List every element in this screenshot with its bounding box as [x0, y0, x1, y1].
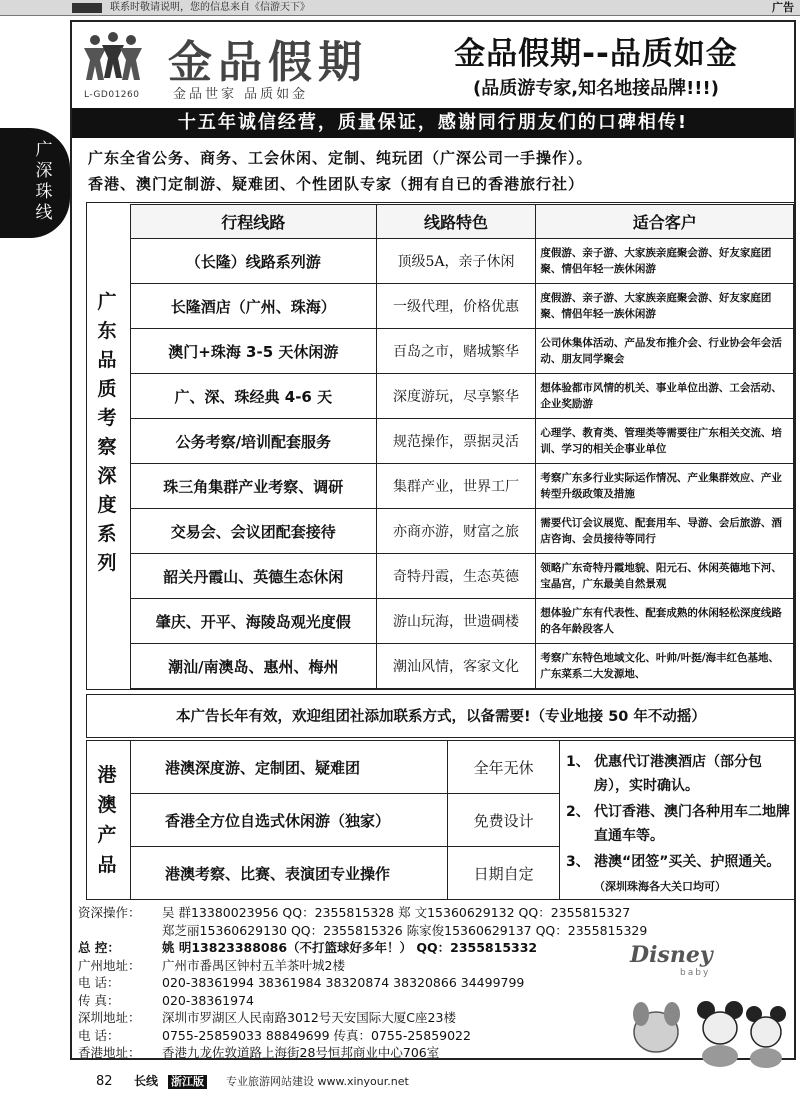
- route-cell: 韶关丹霞山、英德生态休闲: [131, 554, 377, 599]
- list-item: [566, 750, 792, 798]
- customers-cell: 度假游、亲子游、大家族亲庭聚会游、好友家庭团聚、情侣年轻一族休闲游: [536, 284, 794, 329]
- service-extra: （深圳珠海各大关口均可）: [594, 880, 726, 893]
- customers-cell: 想体验广东有代表性、配套成熟的休闲轻松深度线路的各年龄段客人: [536, 599, 794, 644]
- header-feature: 线路特色: [376, 205, 536, 239]
- slogan-banner: 十五年诚信经营，质量保证，感谢同行朋友们的口碑相传!: [72, 108, 794, 138]
- table-row: [131, 329, 794, 374]
- hk-product-table: [130, 740, 560, 900]
- side-tab-label: 广深珠线: [35, 140, 53, 223]
- product-cell: 香港全方位自选式休闲游（独家）: [131, 794, 448, 847]
- customers-cell: 想体验都市风情的机关、事业单位出游、工会活动、企业奖励游: [536, 374, 794, 419]
- feature-cell: 顶级5A，亲子休闲: [376, 239, 536, 284]
- contact-value: 广州市番禺区钟村五羊茶叶城2楼: [162, 957, 345, 973]
- contact-label: 电 话：: [78, 975, 120, 990]
- feature-cell: 潮汕风情，客家文化: [376, 644, 536, 689]
- feature-cell: 亦商亦游，财富之旅: [376, 509, 536, 554]
- intro-line-1: 广东全省公务、商务、工会休闲、定制、纯玩团（广深公司一手操作）。: [88, 149, 593, 167]
- product-note-cell: 日期自定: [448, 847, 560, 900]
- route-cell: 交易会、会议团配套接待: [131, 509, 377, 554]
- contact-label: 传 真：: [78, 992, 120, 1008]
- footer-site: 专业旅游网站建设 www.xinyour.net: [226, 1075, 409, 1088]
- contact-value: 香港九龙佐敦道路上海街28号恒邦商业中心706室: [162, 1045, 440, 1060]
- validity-notice: 本广告长年有效，欢迎组团社添加联系方式，以备需要!（专业地接 50 年不动摇）: [86, 694, 796, 738]
- customers-cell: 度假游、亲子游、大家族亲庭聚会游、好友家庭团聚、情侣年轻一族休闲游: [536, 239, 794, 284]
- customers-cell: 领略广东奇特丹霞地貌、阳元石、休闲英德地下河、宝晶宫，广东最美自然景观: [536, 554, 794, 599]
- contact-label: 总 控：: [78, 940, 120, 955]
- top-bar: [0, 0, 800, 16]
- channel-label: 长线: [134, 1074, 159, 1088]
- customers-cell: 心理学、教育类、管理类等需要往广东相关交流、培训、学习的相关企事业单位: [536, 419, 794, 464]
- logo-slogan: 金品世家 品质如金: [173, 87, 309, 102]
- table-row: [131, 794, 560, 847]
- contact-value: 0755-25859033 88849699 传真：0755-25859022: [162, 1027, 471, 1043]
- contact-label: 广州地址：: [78, 957, 141, 973]
- topbar-notice: 联系时敬请说明，您的信息来自《信游天下》: [110, 2, 310, 13]
- list-number: 2、: [566, 804, 590, 820]
- contact-value: 郑芝丽15360629130 QQ：2355815326 陈家俊15360629137 QQ：2355815329: [162, 922, 648, 938]
- customers-cell: 需要代订会议展览、配套用车、导游、会后旅游、酒店咨询、会员接待等同行: [536, 509, 794, 554]
- route-cell: 澳门+珠海 3-5 天休闲游: [131, 329, 377, 374]
- product-note-cell: 全年无休: [448, 741, 560, 794]
- service-text: 港澳“团签”买关、护照通关。: [594, 854, 781, 870]
- table-row: [131, 419, 794, 464]
- route-cell: 公务考察/培训配套服务: [131, 419, 377, 464]
- hk-macau-section-label: 港澳产品: [97, 764, 117, 876]
- disney-baby-illustration: [616, 940, 786, 1070]
- route-cell: 珠三角集群产业考察、调研: [131, 464, 377, 509]
- table-row: [131, 847, 560, 900]
- customers-cell: 考察广东特色地域文化、叶帅/叶挺/海丰红色基地、广东菜系二大发源地、: [536, 644, 794, 689]
- header-route: 行程线路: [131, 205, 377, 239]
- feature-cell: 深度游玩，尽享繁华: [376, 374, 536, 419]
- product-cell: 港澳考察、比赛、表演团专业操作: [131, 847, 448, 900]
- header-customers: 适合客户: [536, 205, 794, 239]
- list-item: [566, 800, 792, 848]
- contact-label: 资深操作：: [78, 905, 141, 920]
- ad-label: 广告: [772, 1, 794, 14]
- table-row: [131, 741, 560, 794]
- contact-value: 姚 明13823388086（不打篮球好多年！） QQ：2355815332: [162, 940, 538, 955]
- service-text: 优惠代订港澳酒店（部分包房），实时确认。: [594, 754, 762, 794]
- hk-services-list: [566, 750, 792, 901]
- disney-baby-text: baby: [680, 968, 711, 978]
- disney-logo-text: Disney: [630, 942, 713, 968]
- contact-row: [78, 922, 798, 940]
- route-cell: 肇庆、开平、海陵岛观光度假: [131, 599, 377, 644]
- side-tab: [0, 128, 70, 238]
- table-row: [131, 284, 794, 329]
- product-cell: 港澳深度游、定制团、疑难团: [131, 741, 448, 794]
- route-cell: （长隆）线路系列游: [131, 239, 377, 284]
- feature-cell: 规范操作，票据灵活: [376, 419, 536, 464]
- cartoon-characters-icon: [616, 940, 786, 1070]
- page-footer: [0, 1070, 800, 1093]
- feature-cell: 奇特丹霞，生态英德: [376, 554, 536, 599]
- table-row: [131, 599, 794, 644]
- table-row: [131, 239, 794, 284]
- contact-label: 深圳地址：: [78, 1010, 141, 1025]
- contact-value: 020-38361974: [162, 992, 254, 1008]
- contact-label: 电 话：: [78, 1027, 120, 1043]
- product-note-cell: 免费设计: [448, 794, 560, 847]
- table-row: [131, 374, 794, 419]
- license-code: L-GD01260: [84, 90, 140, 100]
- table-row: [131, 554, 794, 599]
- contact-label: 香港地址：: [78, 1045, 141, 1060]
- feature-cell: 游山玩海，世遗碉楼: [376, 599, 536, 644]
- route-table-header: [131, 205, 794, 239]
- route-cell: 广、深、珠经典 4-6 天: [131, 374, 377, 419]
- contact-value: 吴 群13380023956 QQ：2355815328 郑 文15360629132 QQ：2355815327: [162, 905, 631, 920]
- page-number: 82: [96, 1074, 113, 1089]
- logo-name: 金品假期: [168, 37, 368, 88]
- list-number: 3、: [566, 854, 590, 870]
- contact-value: 020-38361994 38361984 38320874 38320866 34499799: [162, 975, 525, 990]
- customers-cell: 考察广东多行业实际运作情况、产业集群效应、产业转型升级政策及措施: [536, 464, 794, 509]
- contact-row: [78, 904, 798, 922]
- edition-badge: 浙江版: [168, 1075, 207, 1089]
- route-table: [130, 204, 794, 689]
- main-title: 金品假期--品质如金: [454, 36, 738, 72]
- feature-cell: 集群产业，世界工厂: [376, 464, 536, 509]
- people-logo-icon: [82, 30, 144, 84]
- publication-logo: [72, 3, 102, 13]
- main-subtitle: (品质游专家,知名地接品牌!!!): [473, 78, 719, 99]
- intro-line-2: 香港、澳门定制游、疑难团、个性团队专家（拥有自已的香港旅行社）: [88, 175, 585, 193]
- route-cell: 长隆酒店（广州、珠海）: [131, 284, 377, 329]
- feature-cell: 一级代理，价格优惠: [376, 284, 536, 329]
- customers-cell: 公司休集体活动、产品发布推介会、行业协会年会活动、朋友同学聚会: [536, 329, 794, 374]
- route-cell: 潮汕/南澳岛、惠州、梅州: [131, 644, 377, 689]
- guangdong-section-label: 广东品质考察深度系列: [97, 291, 117, 574]
- table-row: [131, 509, 794, 554]
- list-number: 1、: [566, 754, 590, 770]
- company-logo: [78, 26, 388, 102]
- service-text: 代订香港、澳门各种用车二地牌直通车等。: [594, 804, 790, 844]
- feature-cell: 百岛之市，赌城繁华: [376, 329, 536, 374]
- contact-value: 深圳市罗湖区人民南路3012号天安国际大厦C座23楼: [162, 1010, 456, 1025]
- list-item: [566, 850, 792, 899]
- table-row: [131, 464, 794, 509]
- table-row: [131, 644, 794, 689]
